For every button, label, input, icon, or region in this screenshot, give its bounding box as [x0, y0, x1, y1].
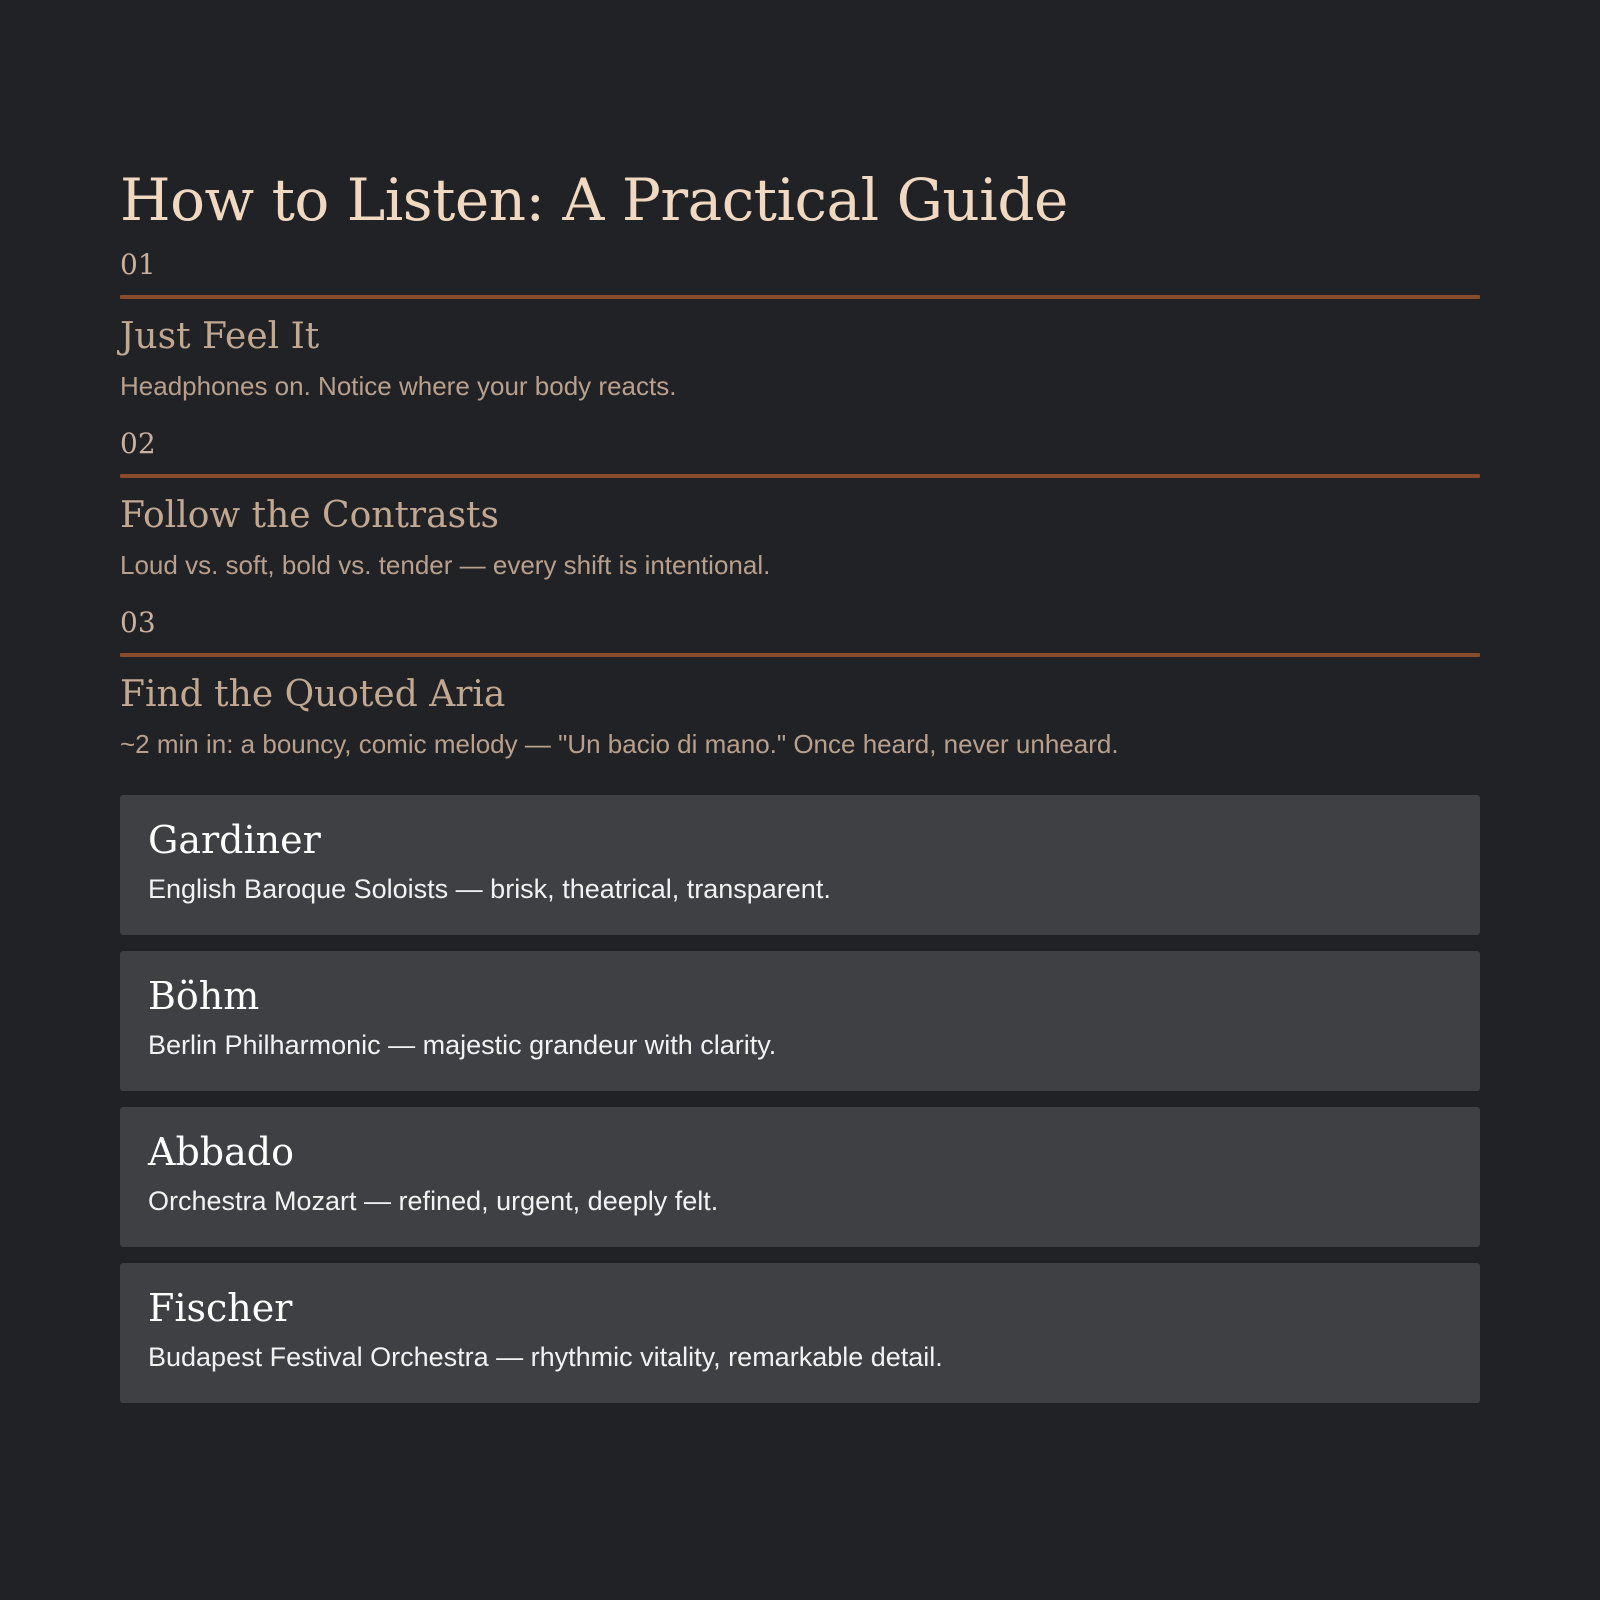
step-item: [120, 427, 1480, 582]
step-divider: [120, 295, 1480, 299]
recording-description: Berlin Philharmonic — majestic grandeur with clarity.: [148, 1030, 777, 1060]
recording-description: Orchestra Mozart — refined, urgent, deeply felt.: [148, 1186, 719, 1216]
recording-description: Budapest Festival Orchestra — rhythmic vitality, remarkable detail.: [148, 1342, 943, 1372]
recording-card: [120, 795, 1480, 935]
step-item: [120, 248, 1480, 403]
recording-card: [120, 951, 1480, 1091]
page-title: How to Listen: A Practical Guide: [120, 166, 1068, 234]
recording-conductor: Gardiner: [148, 818, 321, 862]
recording-description: English Baroque Soloists — brisk, theatrical, transparent.: [148, 874, 831, 904]
recording-conductor: Abbado: [148, 1130, 294, 1174]
steps-list: [120, 248, 1480, 761]
step-heading: Find the Quoted Aria: [120, 674, 506, 715]
recording-conductor: Fischer: [148, 1286, 293, 1330]
step-number: 03: [120, 606, 156, 639]
recording-conductor: Böhm: [148, 974, 260, 1018]
step-heading: Just Feel It: [120, 316, 320, 357]
recording-card: [120, 1107, 1480, 1247]
step-description: ~2 min in: a bouncy, comic melody — "Un bacio di mano." Once heard, never unheard.: [120, 729, 1119, 759]
step-divider: [120, 653, 1480, 657]
step-divider: [120, 474, 1480, 478]
recordings-list: [120, 795, 1480, 1403]
step-number: 01: [120, 248, 156, 281]
recording-card: [120, 1263, 1480, 1403]
step-description: Headphones on. Notice where your body reacts.: [120, 371, 677, 401]
step-heading: Follow the Contrasts: [120, 495, 500, 536]
step-number: 02: [120, 427, 156, 460]
step-item: [120, 606, 1480, 761]
step-description: Loud vs. soft, bold vs. tender — every shift is intentional.: [120, 550, 771, 580]
